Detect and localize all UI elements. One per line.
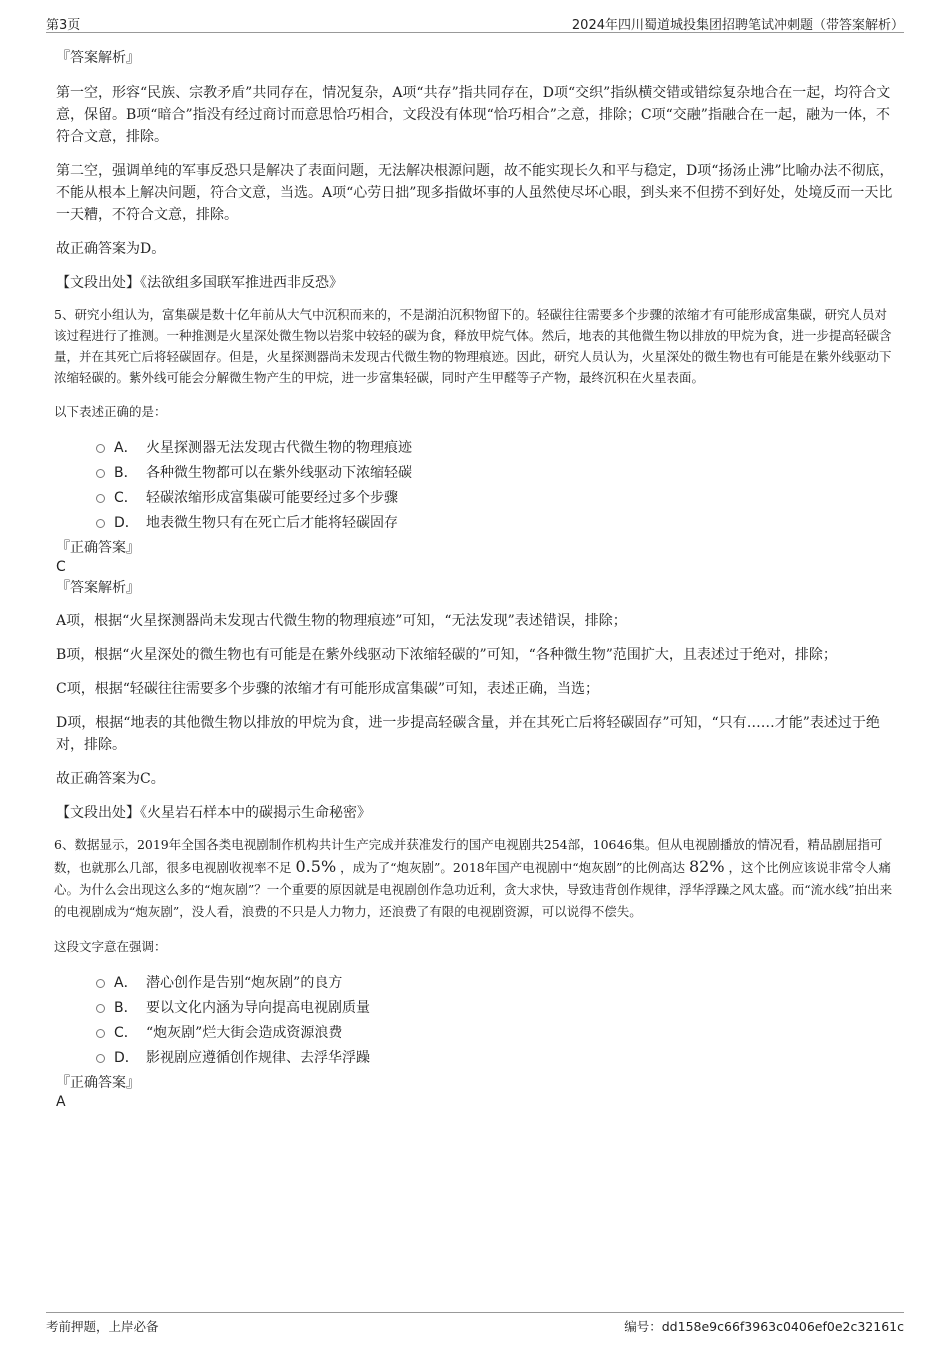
- option-a[interactable]: [56, 971, 896, 996]
- analysis-item: A项，根据“火星探测器尚未发现古代微生物的物理痕迹”可知，“无法发现”表述错误，排除；: [56, 613, 627, 629]
- option-a[interactable]: [56, 436, 896, 461]
- document-code: [624, 1317, 904, 1335]
- option-letter: B．: [114, 1000, 138, 1016]
- radio-icon[interactable]: [96, 494, 105, 503]
- radio-icon[interactable]: [96, 1004, 105, 1013]
- question-text-part: ，这个比例应该说非常令人痛心。为什么会出现这么多的“炮灰剧”？一个重要的原因就是电视剧创作急功近利，贪大求快，导致违背创作规律，浮华浮躁之风太盛。而“流水线”拍出来的电视剧成为“炮灰剧”，没人看，浪费的不只是人力物力，还浪费了有限的电视剧资源，可以说得不偿失。: [54, 860, 893, 919]
- option-b[interactable]: [56, 996, 896, 1021]
- correct-answer: C: [56, 559, 66, 575]
- analysis-paragraph: 第二空，强调单纯的军事反恐只是解决了表面问题，无法解决根源问题，故不能实现长久和平与稳定，D项“扬汤止沸”比喻办法不彻底，不能从根本上解决问题，符合文意，当选。A项“心劳日拙”现多指做坏事的人虽然使尽坏心眼，到头来不但捞不到好处，处境反而一天比一天糟，不符合文意，排除。: [56, 163, 894, 223]
- source-citation: 【文段出处】《火星岩石样本中的碳揭示生命秘密》: [56, 805, 371, 821]
- page-header: [46, 10, 904, 33]
- conclusion: 故正确答案为D。: [56, 241, 166, 257]
- question-prompt: 以下表述正确的是：: [54, 404, 167, 419]
- analysis-item: B项，根据“火星深处的微生物也有可能是在紫外线驱动下浓缩轻碳的”可知，“各种微生物”范围扩大，且表述过于绝对，排除；: [56, 647, 837, 663]
- question-text-part: ，成为了“炮灰剧”。2018年国产电视剧中“炮灰剧”的比例高达: [340, 860, 686, 875]
- option-text: 影视剧应遵循创作规律、去浮华浮躁: [146, 1050, 370, 1066]
- option-letter: D．: [114, 1050, 139, 1066]
- page-number: 第3页: [46, 18, 81, 33]
- math-value: 0.5%: [295, 857, 337, 876]
- options-list: [56, 436, 896, 536]
- correct-answer-label: 『正确答案』: [56, 1075, 140, 1091]
- option-text: 火星探测器无法发现古代微生物的物理痕迹: [146, 440, 412, 456]
- math-value: 82%: [689, 857, 725, 876]
- option-b[interactable]: [56, 461, 896, 486]
- question-text: 5、研究小组认为，富集碳是数十亿年前从大气中沉积而来的，不是湖泊沉积物留下的。轻碳往往需要多个步骤的浓缩才有可能形成富集碳，研究人员对该过程进行了推测。一种推测是火星深处微生物以岩浆中较轻的碳为食，释放甲烷气体。然后，地表的其他微生物以排放的甲烷为食，进一步提高轻碳含量，并在其死亡后将轻碳固存。但是，火星探测器尚未发现古代微生物的物理痕迹。因此，研究人员认为，火星深处的微生物也有可能是在紫外线驱动下浓缩轻碳的。紫外线可能会分解微生物产生的甲烷，进一步富集轻碳，同时产生甲醛等子产物，最终沉积在火星表面。: [54, 307, 892, 385]
- option-text: “炮灰剧”烂大街会造成资源浪费: [146, 1025, 343, 1041]
- option-letter: A．: [114, 440, 138, 456]
- code-value: dd158e9c66f3963c0406ef0e2c32161c: [661, 1319, 904, 1334]
- page-content: [56, 44, 896, 1111]
- option-text: 轻碳浓缩形成富集碳可能要经过多个步骤: [146, 490, 398, 506]
- option-text: 地表微生物只有在死亡后才能将轻碳固存: [146, 515, 398, 531]
- radio-icon[interactable]: [96, 444, 105, 453]
- option-text: 要以文化内涵为导向提高电视剧质量: [146, 1000, 370, 1016]
- question-text-part: 6、数据显示，2019年全国各类电视剧制作机构共计生产完成并获准发行的国产电视剧共254部，10646集。但从电视剧播放的情况看，精品剧屈指可数，也就那么几部，很多电视剧收视率不足: [54, 837, 883, 875]
- question-text: [54, 834, 896, 923]
- option-letter: C．: [114, 490, 138, 506]
- analysis-item: D项，根据“地表的其他微生物以排放的甲烷为食，进一步提高轻碳含量，并在其死亡后将轻碳固存”可知，“只有……才能”表述过于绝对，排除。: [56, 715, 880, 753]
- question-prompt: 这段文字意在强调：: [54, 939, 167, 954]
- radio-icon[interactable]: [96, 1054, 105, 1063]
- radio-icon[interactable]: [96, 519, 105, 528]
- document-title: 2024年四川蜀道城投集团招聘笔试冲刺题（带答案解析）: [571, 18, 904, 33]
- option-letter: D．: [114, 515, 139, 531]
- option-d[interactable]: [56, 1046, 896, 1071]
- conclusion: 故正确答案为C。: [56, 771, 165, 787]
- option-d[interactable]: [56, 511, 896, 536]
- correct-answer: A: [56, 1094, 66, 1110]
- footer-slogan: 考前押题，上岸必备: [46, 1319, 159, 1334]
- source-citation: 【文段出处】《法欲组多国联军推进西非反恐》: [56, 275, 343, 291]
- options-list: [56, 971, 896, 1071]
- analysis-label: 『答案解析』: [56, 50, 140, 66]
- option-text: 各种微生物都可以在紫外线驱动下浓缩轻碳: [146, 465, 412, 481]
- radio-icon[interactable]: [96, 1029, 105, 1038]
- option-text: 潜心创作是告别“炮灰剧”的良方: [146, 975, 343, 991]
- option-letter: C．: [114, 1025, 138, 1041]
- radio-icon[interactable]: [96, 469, 105, 478]
- analysis-label: 『答案解析』: [56, 580, 140, 596]
- option-c[interactable]: [56, 1021, 896, 1046]
- option-c[interactable]: [56, 486, 896, 511]
- analysis-item: C项，根据“轻碳往往需要多个步骤的浓缩才有可能形成富集碳”可知，表述正确，当选；: [56, 681, 600, 697]
- analysis-paragraph: 第一空，形容“民族、宗教矛盾”共同存在，情况复杂，A项“共存”指共同存在，D项“交织”指纵横交错或错综复杂地合在一起，均符合文意，保留。B项“暗合”指没有经过商讨而意思恰巧相合，文段没有体现“恰巧相合”之意，排除；C项“交融”指融合在一起，融为一体，不符合文意，排除。: [56, 85, 891, 145]
- code-label: 编号：: [624, 1319, 662, 1334]
- radio-icon[interactable]: [96, 979, 105, 988]
- option-letter: A．: [114, 975, 138, 991]
- page-footer: [46, 1312, 904, 1336]
- correct-answer-label: 『正确答案』: [56, 540, 140, 556]
- option-letter: B．: [114, 465, 138, 481]
